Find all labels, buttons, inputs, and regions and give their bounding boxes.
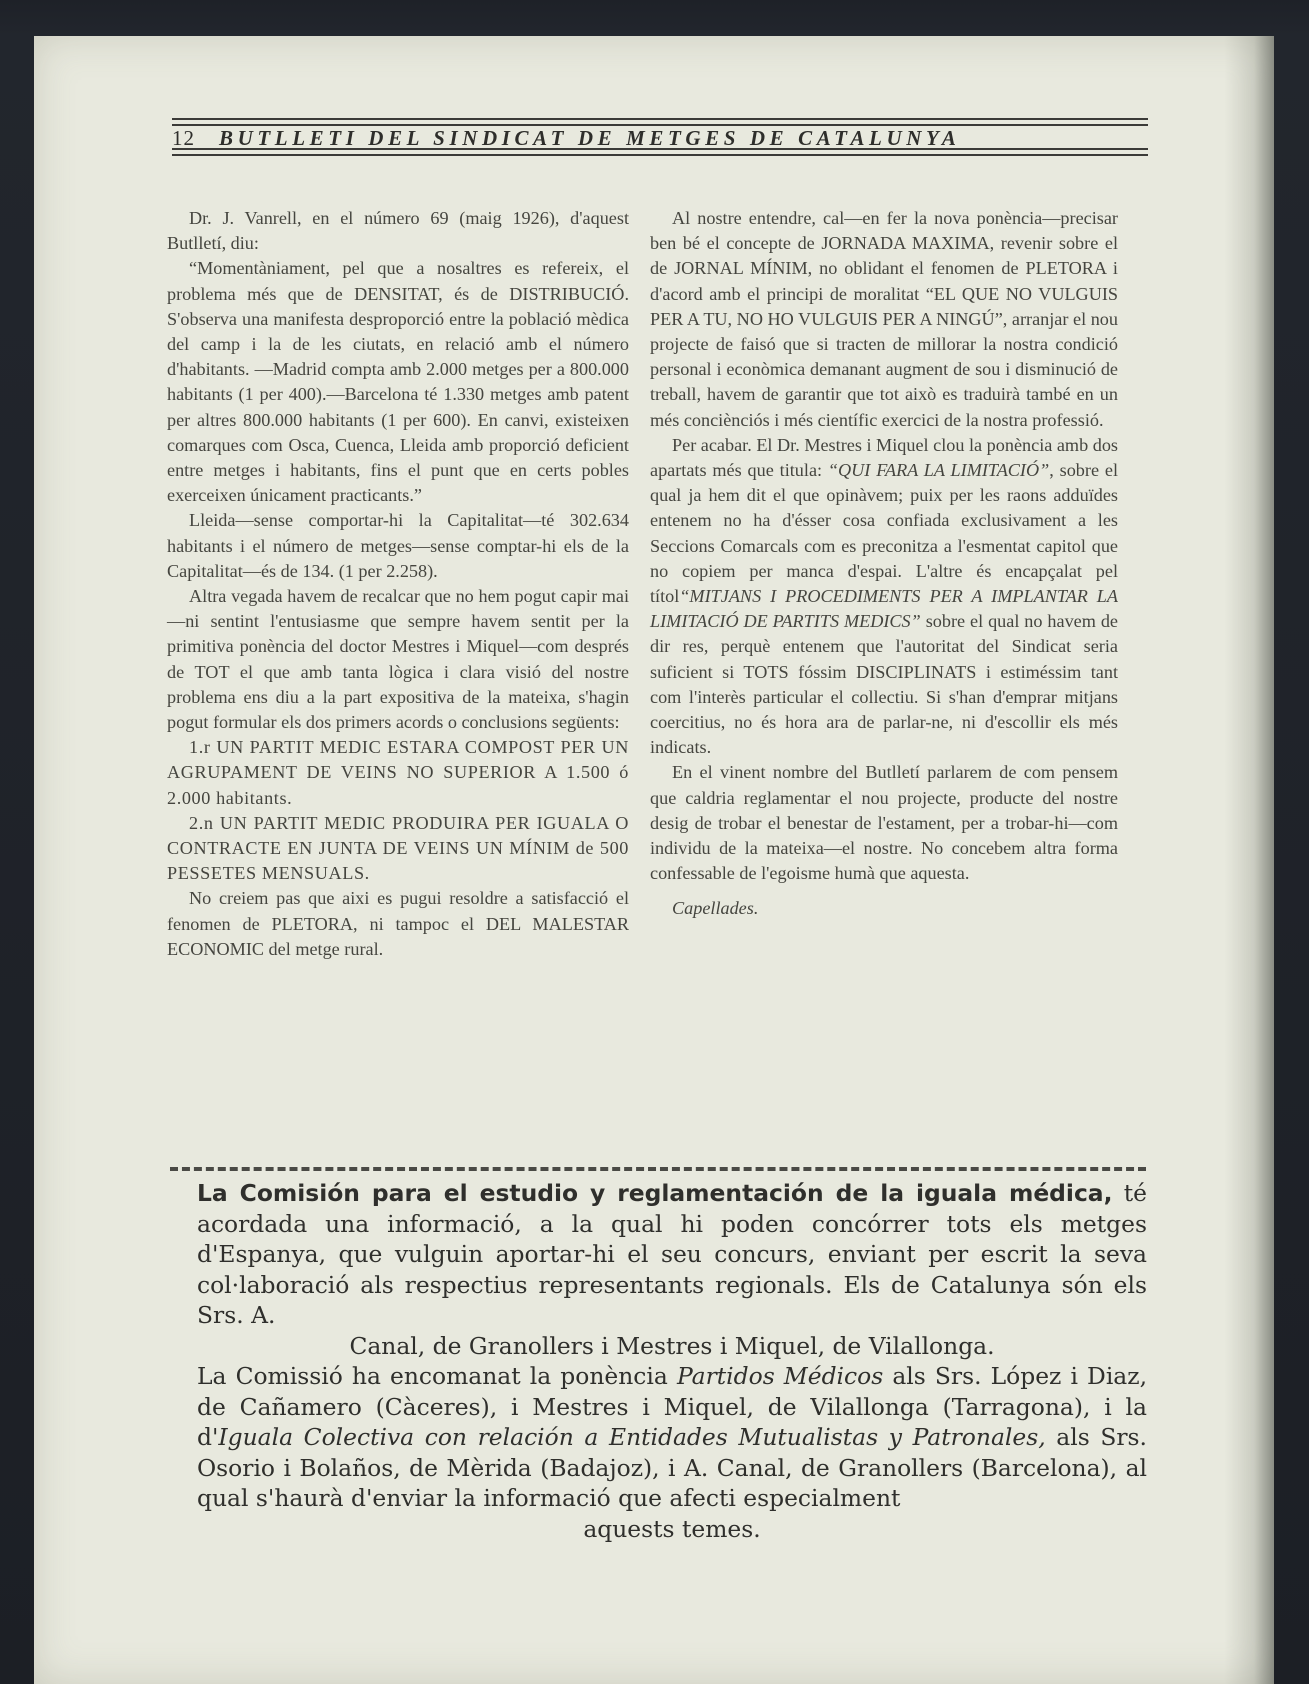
- paragraph: No creiem pas que aixi es pugui resoldre a satisfacció el fenomen de PLETORA, ni tampoc el DEL MALESTAR ECONOMIC del metge rural.: [167, 888, 629, 959]
- right-column: [650, 206, 1118, 922]
- paragraph: Lleida—sense comportar-hi la Capitalitat—té 302.634 habitants i el número de metges—sense comptar-hi els de la Capitalitat—és de 134. (1 per 2.258).: [167, 510, 629, 581]
- author-signature: Capellades.: [672, 898, 759, 919]
- header-rule: [172, 118, 1148, 120]
- notice-paragraph-2: [197, 1361, 1147, 1514]
- page-number: 12: [172, 126, 195, 150]
- running-title: [172, 128, 1148, 148]
- text-run: té acordada una informació, a la qual hi poden concórrer tots els metges d'Espanya, que vulguin aportar-hi el seu concurs, enviant per escrit la seva col·laboració als respectius representants regionals. Els de Catalunya són els Srs. A.: [197, 1179, 1147, 1329]
- text-run: als Srs. Osorio i Bolaños, de Mèrida (Badajoz), i A. Canal, de Granollers (Barcelona), al qual s'haurà d'enviar la informació que afecti especialment: [197, 1423, 1147, 1512]
- conclusion-1: 1.r UN PARTIT MEDIC ESTARA COMPOST PER UN AGRUPAMENT DE VEINS NO SUPERIOR A 1.500 ó 2.000 habitants.: [167, 737, 629, 808]
- header-rule: [172, 154, 1148, 156]
- notice-paragraph-1: [197, 1178, 1147, 1331]
- paragraph: Altra vegada havem de recalcar que no hem pogut capir mai—ni sentint l'entusiasme que sempre havem sentit per la primitiva ponència del doctor Mestres i Miquel—com després de TOT el que amb tanta lògica i clara visió del nostre problema ens diu a la part expositiva de la mateixa, s'hagin pogut formular els dos primers acords o conclusions següents:: [167, 586, 629, 733]
- header-rule: [172, 148, 1148, 150]
- text-run: Per acabar. El Dr. Mestres i Miquel clou la ponència amb dos apartats més que titula:: [650, 434, 1118, 481]
- quote-paragraph: “Momentàniament, pel que a nosaltres es refereix, el problema més que de DENSITAT, és de DISTRIBUCIÓ. S'observa una manifesta desproporció entre la població mèdica del camp i la de les ciutats, en relació amb el número d'habitants. —Madrid compta amb 2.000 metges per a 800.000 habitants (1 per 400).—Barcelona té 1.330 metges amb patent per altres 800.000 habitants (1 per 600). En canvi, existeixen comarques com Osca, Cuenca, Lleida amb proporció deficient entre metges i habitants, fins el punt que en certs pobles exerceixen únicament practicants.”: [167, 258, 629, 506]
- text-run: La Comissió ha encomanat la ponència: [197, 1362, 677, 1390]
- section-title-quote: “MITJANS I PROCEDIMENTS PER A IMPLANTAR LA LIMITACIÓ DE PARTITS MEDICS”: [650, 586, 1118, 632]
- notice-box: [197, 1178, 1147, 1544]
- journal-title: BUTLLETI DEL SINDICAT DE METGES DE CATALUNYA: [219, 126, 961, 150]
- paragraph: [650, 433, 1118, 761]
- report-title: Iguala Colectiva con relación a Entidades Mutualistas y Patronales,: [218, 1423, 1046, 1451]
- notice-lead: La Comisión para el estudio y reglamentación de la iguala médica,: [197, 1179, 1113, 1207]
- text-run: sobre el qual no havem de dir res, perquè entenem que l'autoritat del Sindicat seria suficient si TOTS fóssim DISCIPLINATS i estiméssim tant com l'interès particular el collectiu. Si s'han d'emprar mitjans coercitius, no és hora ara de parlar-ne, ni d'escollir els més indicats.: [650, 611, 1118, 758]
- notice-centered-line: aquests temes.: [583, 1514, 761, 1543]
- paragraph: En el vinent nombre del Butlletí parlarem de com pensem que caldria reglamentar el nou projecte, producte del nostre desig de trobar el benestar de l'estament, per a trobar-hi—com individu de la mateixa—el nostre. No concebem altra forma confessable de l'egoisme humà que aquesta.: [650, 762, 1118, 884]
- text-run: als Srs. López i Diaz, de Cañamero (Càceres), i Mestres i Miquel, de Vilallonga (Tarragona), i la d': [197, 1362, 1147, 1451]
- report-title: Partidos Médicos: [676, 1362, 884, 1390]
- text-run: , sobre el qual ja hem dit el que opinàvem; puix per les raons adduïdes entenem no ha d'ésser cosa confiada exclusivament a les Seccions Comarcals com es preconitza a l'esmentat capitol que no copiem per manca d'espai. L'altre és encapçalat pel títol: [650, 460, 1119, 607]
- conclusion-2: 2.n UN PARTIT MEDIC PRODUIRA PER IGUALA O CONTRACTE EN JUNTA DE VEINS UN MÍNIM de 500 PESSETES MENSUALS.: [167, 812, 629, 884]
- paragraph: Dr. J. Vanrell, en el número 69 (maig 1926), d'aquest Butlletí, diu:: [167, 208, 629, 254]
- section-title-quote: “QUI FARA LA LIMITACIÓ”: [827, 460, 1050, 481]
- notice-centered-line: Canal, de Granollers i Mestres i Miquel, de Vilallonga.: [349, 1331, 995, 1360]
- page-header: [172, 84, 1148, 164]
- section-divider: [170, 1167, 1146, 1171]
- page-edge-shadow: [1224, 36, 1274, 1684]
- paragraph: Al nostre entendre, cal—en fer la nova ponència—precisar ben bé el concepte de JORNADA MAXIMA, revenir sobre el de JORNAL MÍNIM, no oblidant el fenomen de PLETORA i d'acord amb el principi de moralitat “EL QUE NO VULGUIS PER A TU, NO HO VULGUIS PER A NINGÚ”, arranjar el nou projecte de faisó que si tracten de millorar la nostra condició personal i econòmica demanant augment de sou i disminució de treball, havem de garantir que tot això es traduirà també en un més conciènciós i més científic exercici de la nostra professió.: [650, 208, 1118, 430]
- left-column: [167, 206, 629, 962]
